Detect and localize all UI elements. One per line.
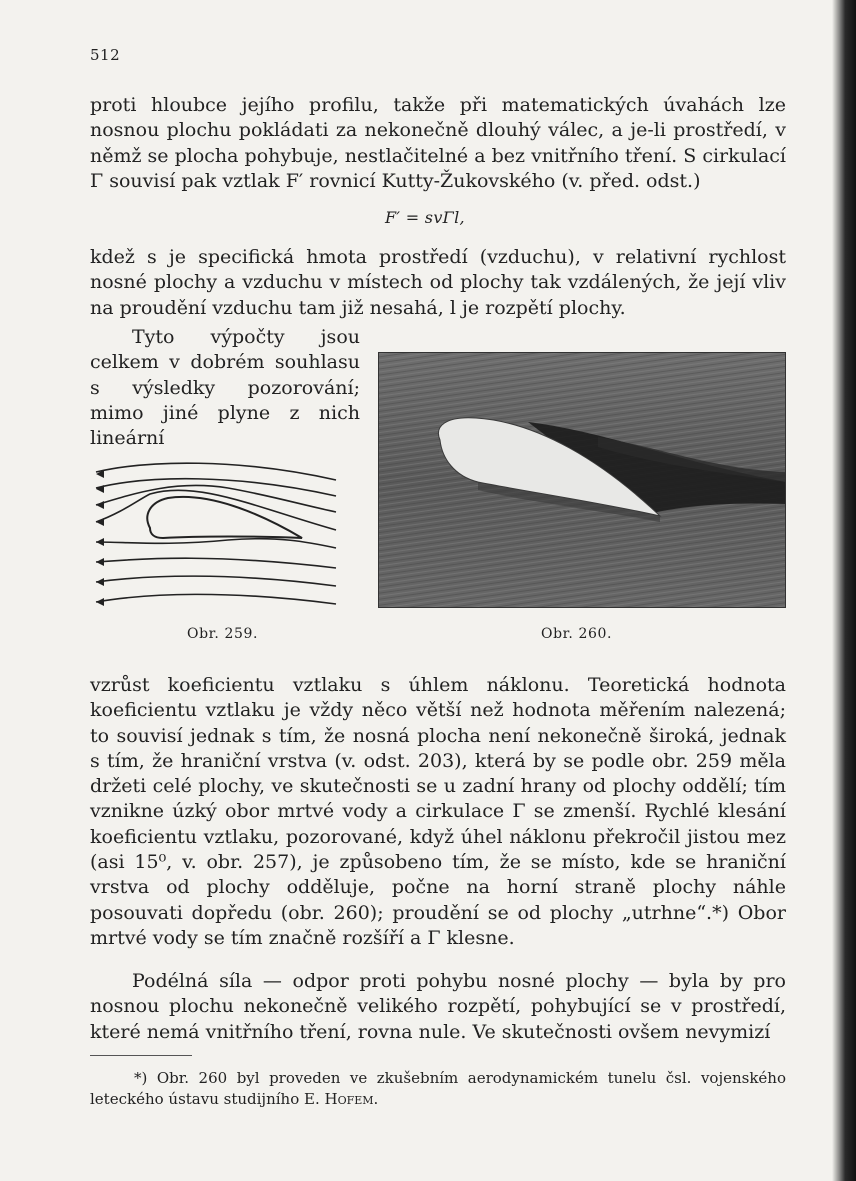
page-edge-shadow bbox=[832, 0, 856, 1181]
arrow-head bbox=[96, 501, 104, 509]
paragraph-beside-figures: Tyto výpočty jsou celkem v dobrém souhlasu s výsledky pozorování; mimo jiné plyne z nich lineární bbox=[90, 326, 360, 450]
footnote-author: Hofem. bbox=[324, 1090, 379, 1108]
paragraph-top: proti hloubce jejího profilu, takže při matematických úvahách lze nosnou plochu pokládati za nekonečně dlouhý válec, a je-li prostředí, v němž se plocha pohybuje, nestlačitelné a bez vnitřního tření. S cirkulací Γ souvisí pak vztlak F′ rovnicí Kutty-Žukovského (v. před. odst.) bbox=[90, 94, 786, 192]
streamline bbox=[96, 576, 336, 586]
figure-260-wind-tunnel-photo bbox=[378, 352, 786, 608]
streamline bbox=[96, 479, 336, 496]
figure-259-streamlines bbox=[88, 450, 338, 615]
arrow-head bbox=[96, 538, 104, 546]
paragraph-longitudinal-force: Podélná síla — odpor proti pohybu nosné plochy — byla by pro nosnou plochu nekonečně velikého rozpětí, pohybující se v prostředí, které nemá vnitřního tření, rovna nule. Ve skutečnosti ovšem nevymizí bbox=[90, 970, 786, 1043]
caption-figure-259: Obr. 259. bbox=[187, 626, 259, 642]
arrow-head bbox=[96, 578, 104, 586]
arrow-head bbox=[96, 558, 104, 566]
arrow-head bbox=[96, 598, 104, 606]
footnote-rule bbox=[90, 1055, 192, 1056]
streamline bbox=[96, 539, 336, 548]
arrow-head bbox=[96, 485, 104, 493]
formula-kutta-joukowski: F′ = svΓl, bbox=[385, 208, 465, 227]
caption-figure-260: Obr. 260. bbox=[541, 626, 613, 642]
footnote bbox=[90, 1068, 786, 1110]
arrow-head bbox=[96, 518, 104, 526]
airfoil-outline bbox=[147, 497, 302, 538]
streamline bbox=[96, 463, 336, 480]
paragraph-lift-coefficient: vzrůst koeficientu vztlaku s úhlem náklonu. Teoretická hodnota koeficientu vztlaku je vždy něco větší než hodnota měřením nalezená; to souvisí jednak s tím, že nosná plocha není nekonečně široká, jednak s tím, že hraniční vrstva (v. odst. 203), která by se podle obr. 259 měla držeti celé plochy, ve skutečnosti se u zadní hrany od plochy oddělí; tím vznikne úzký obor mrtvé vody a cirkulace Γ se zmenší. Rychlé klesání koeficientu vztlaku, pozorované, když úhel náklonu překročil jistou mez (asi 15⁰, v. obr. 257), je způsobeno tím, že se místo, kde se hraniční vrstva od plochy odděluje, počne na horní straně plochy náhle posouvati dopředu (obr. 260); proudění se od plochy „utrhne“.*) Obor mrtvé vody se tím značně rozšíří a Γ klesne. bbox=[90, 674, 786, 949]
paragraph-after-formula: kdež s je specifická hmota prostředí (vzduchu), v relativní rychlost nosné plochy a vzduchu v místech od plochy tak vzdálených, že její vliv na proudění vzduchu tam již nesahá, l je rozpětí plochy. bbox=[90, 246, 786, 319]
footnote-text: *) Obr. 260 byl proveden ve zkušebním aerodynamickém tunelu čsl. vojenského leteckého ústavu studijního E. bbox=[90, 1069, 786, 1108]
streamline bbox=[96, 558, 336, 568]
page-number: 512 bbox=[90, 46, 121, 64]
streamline bbox=[96, 594, 336, 604]
